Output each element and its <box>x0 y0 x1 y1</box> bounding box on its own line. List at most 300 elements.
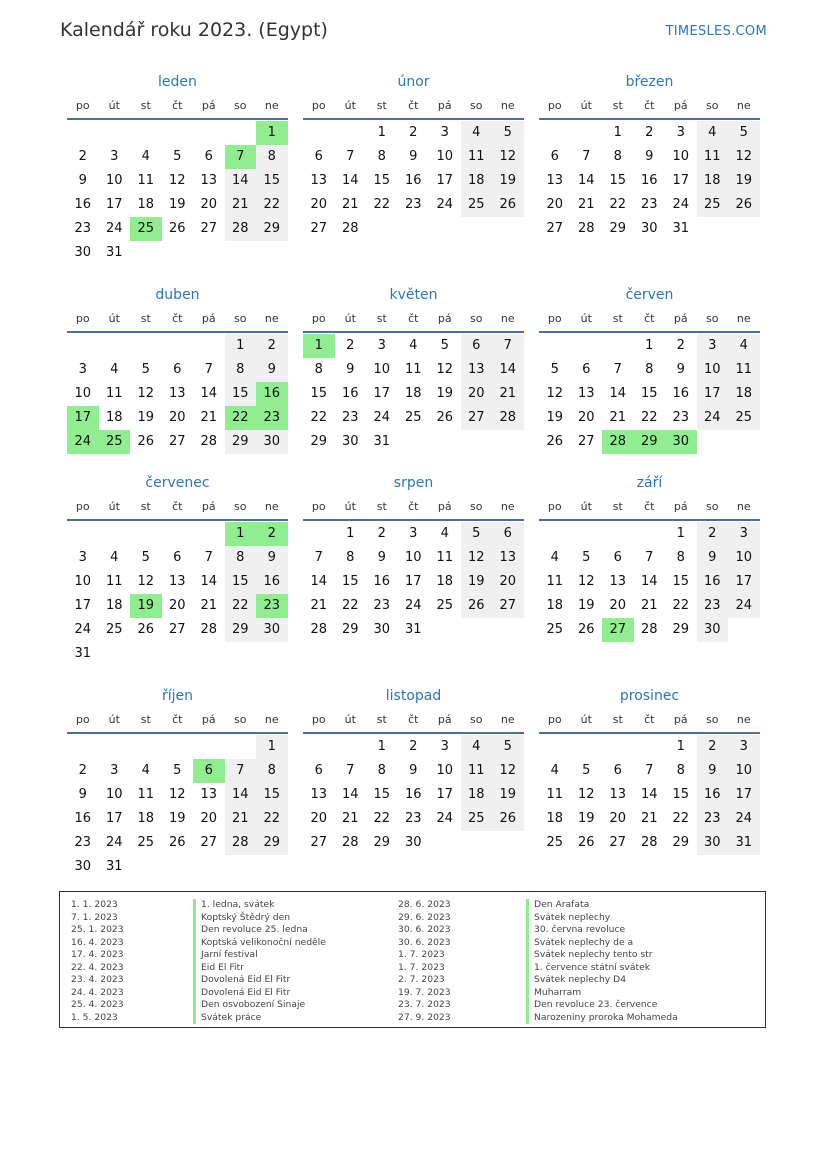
weekday-label: st <box>140 500 151 513</box>
day-cell: 4 <box>110 362 119 377</box>
day-cell: 27 <box>310 835 328 850</box>
day-cell: 18 <box>436 574 454 589</box>
weekday-label: so <box>470 500 483 513</box>
day-cell: 16 <box>672 386 690 401</box>
legend-holiday-name: Narozeniny proroka Mohameda <box>534 1011 678 1023</box>
weekday-label: st <box>376 500 387 513</box>
day-cell: 5 <box>728 121 760 145</box>
weekday-header <box>539 708 760 734</box>
day-cell: 9 <box>409 149 418 164</box>
day-cell: 22 <box>672 811 690 826</box>
day-cell: 4 <box>141 763 150 778</box>
weekday-label: po <box>75 99 90 112</box>
day-cell: 19 <box>168 197 186 212</box>
day-cell: 22 <box>310 410 328 425</box>
day-cell: 26 <box>461 594 493 618</box>
weekday-label: út <box>344 312 356 325</box>
day-cell: 21 <box>640 598 658 613</box>
holiday-day-cell: 22 <box>225 406 257 430</box>
weekday-label: so <box>234 713 247 726</box>
day-cell: 5 <box>582 550 591 565</box>
day-cell: 12 <box>137 386 155 401</box>
legend-date: 29. 6. 2023 <box>398 911 451 923</box>
day-cell: 13 <box>200 787 218 802</box>
weekday-label: pá <box>437 713 452 726</box>
month-name: duben <box>155 287 200 303</box>
day-cell: 4 <box>550 763 559 778</box>
day-cell: 25 <box>728 406 760 430</box>
day-cell: 7 <box>613 362 622 377</box>
day-cell: 24 <box>404 598 422 613</box>
day-cell: 6 <box>314 149 323 164</box>
weekday-label: čt <box>408 99 419 112</box>
day-grid <box>303 735 524 855</box>
weekday-label: st <box>612 99 623 112</box>
weekday-label: so <box>706 500 719 513</box>
day-cell: 1 <box>346 526 355 541</box>
day-cell: 22 <box>609 197 627 212</box>
legend-holiday-name: Den revoluce 25. ledna <box>201 924 308 935</box>
day-cell: 18 <box>105 598 123 613</box>
day-grid <box>67 735 288 879</box>
holiday-day-cell: 24 <box>67 430 99 454</box>
weekday-header <box>67 94 288 120</box>
legend-date: 22. 4. 2023 <box>71 961 124 973</box>
month-10 <box>303 684 524 855</box>
weekday-label: st <box>612 713 623 726</box>
day-cell: 24 <box>436 811 454 826</box>
month-11 <box>539 684 760 855</box>
day-cell: 15 <box>310 386 328 401</box>
holiday-day-cell: 27 <box>602 618 634 642</box>
day-cell: 7 <box>225 759 257 783</box>
day-cell: 24 <box>728 594 760 618</box>
weekday-label: so <box>234 99 247 112</box>
weekday-header <box>67 495 288 521</box>
day-cell: 6 <box>613 763 622 778</box>
day-cell: 24 <box>672 197 690 212</box>
month-2 <box>539 70 760 241</box>
day-cell: 21 <box>492 382 524 406</box>
day-cell: 2 <box>676 338 685 353</box>
day-cell: 13 <box>461 358 493 382</box>
weekday-label: so <box>706 312 719 325</box>
day-cell: 20 <box>200 811 218 826</box>
weekday-label: ne <box>500 713 515 726</box>
legend-holiday-name: Svátek neplechy tento str <box>534 949 653 960</box>
day-cell: 1 <box>676 739 685 754</box>
weekday-label: po <box>311 500 326 513</box>
day-cell: 20 <box>168 410 186 425</box>
day-cell: 28 <box>640 622 658 637</box>
legend-holiday-name: Den revoluce 23. července <box>534 999 658 1010</box>
day-cell: 13 <box>492 546 524 570</box>
day-cell: 26 <box>137 622 155 637</box>
day-cell: 17 <box>105 811 123 826</box>
day-cell: 2 <box>377 526 386 541</box>
day-cell: 10 <box>697 358 729 382</box>
day-cell: 10 <box>436 149 454 164</box>
weekday-label: st <box>612 312 623 325</box>
month-name: listopad <box>385 688 442 704</box>
weekday-label: pá <box>673 500 688 513</box>
day-grid <box>67 121 288 265</box>
weekday-label: st <box>376 713 387 726</box>
day-cell: 3 <box>728 522 760 546</box>
day-cell: 31 <box>404 622 422 637</box>
weekday-label: st <box>612 500 623 513</box>
day-cell: 14 <box>200 574 218 589</box>
day-cell: 28 <box>577 221 595 236</box>
legend-date: 1. 7. 2023 <box>398 961 445 973</box>
day-cell: 8 <box>314 362 323 377</box>
weekday-label: ne <box>500 500 515 513</box>
day-cell: 29 <box>225 618 257 642</box>
day-cell: 9 <box>346 362 355 377</box>
day-cell: 20 <box>310 811 328 826</box>
day-cell: 26 <box>728 193 760 217</box>
day-cell: 29 <box>225 430 257 454</box>
day-cell: 13 <box>310 173 328 188</box>
day-cell: 7 <box>346 763 355 778</box>
day-cell: 29 <box>672 835 690 850</box>
day-cell: 16 <box>373 574 391 589</box>
weekday-label: pá <box>201 99 216 112</box>
holiday-day-cell: 1 <box>225 522 257 546</box>
day-cell: 6 <box>613 550 622 565</box>
day-cell: 23 <box>341 410 359 425</box>
day-cell: 7 <box>346 149 355 164</box>
weekday-label: čt <box>644 99 655 112</box>
day-cell: 10 <box>728 759 760 783</box>
day-cell: 23 <box>672 410 690 425</box>
day-cell: 14 <box>492 358 524 382</box>
legend-date: 1. 1. 2023 <box>71 899 118 910</box>
month-3 <box>67 283 288 454</box>
day-cell: 23 <box>74 221 92 236</box>
day-cell: 26 <box>168 221 186 236</box>
day-cell: 4 <box>440 526 449 541</box>
weekday-label: čt <box>172 99 183 112</box>
day-cell: 8 <box>377 763 386 778</box>
weekday-label: st <box>140 312 151 325</box>
holiday-day-cell: 29 <box>634 430 666 454</box>
legend-holiday-name: 30. června revoluce <box>534 924 626 935</box>
legend-date: 25. 4. 2023 <box>71 999 124 1010</box>
month-name: prosinec <box>619 688 680 704</box>
weekday-header <box>303 94 524 120</box>
weekday-header <box>539 495 760 521</box>
weekday-label: čt <box>172 312 183 325</box>
day-cell: 3 <box>110 763 119 778</box>
day-cell: 1 <box>377 125 386 140</box>
empty-cell <box>67 522 99 546</box>
day-cell: 7 <box>204 362 213 377</box>
month-5 <box>539 283 760 454</box>
day-cell: 9 <box>676 362 685 377</box>
legend-holiday-name: Koptský Štědrý den <box>201 911 291 923</box>
day-cell: 21 <box>310 598 328 613</box>
weekday-label: út <box>580 713 592 726</box>
day-cell: 17 <box>436 787 454 802</box>
day-cell: 16 <box>697 783 729 807</box>
day-grid <box>539 121 760 241</box>
day-cell: 11 <box>461 759 493 783</box>
day-cell: 18 <box>728 382 760 406</box>
day-cell: 17 <box>373 386 391 401</box>
day-cell: 12 <box>728 145 760 169</box>
day-cell: 15 <box>256 783 288 807</box>
day-cell: 21 <box>577 197 595 212</box>
day-cell: 20 <box>200 197 218 212</box>
day-cell: 15 <box>373 173 391 188</box>
day-cell: 20 <box>310 197 328 212</box>
empty-cell <box>571 522 603 546</box>
day-cell: 13 <box>609 574 627 589</box>
day-cell: 19 <box>728 169 760 193</box>
day-cell: 7 <box>204 550 213 565</box>
day-cell: 6 <box>173 362 182 377</box>
weekday-label: pá <box>201 500 216 513</box>
day-cell: 27 <box>577 434 595 449</box>
day-cell: 31 <box>105 245 123 260</box>
weekday-label: so <box>234 500 247 513</box>
holiday-day-cell: 17 <box>67 406 99 430</box>
day-cell: 29 <box>256 831 288 855</box>
day-cell: 14 <box>640 787 658 802</box>
day-cell: 15 <box>609 173 627 188</box>
day-cell: 4 <box>550 550 559 565</box>
month-name: únor <box>397 74 430 90</box>
day-cell: 26 <box>436 410 454 425</box>
empty-cell <box>162 522 194 546</box>
day-cell: 28 <box>310 622 328 637</box>
month-name: červen <box>625 287 674 303</box>
day-cell: 5 <box>582 763 591 778</box>
empty-cell <box>539 735 571 759</box>
empty-cell <box>193 334 225 358</box>
day-cell: 24 <box>373 410 391 425</box>
day-cell: 27 <box>310 221 328 236</box>
weekday-label: pá <box>673 312 688 325</box>
weekday-label: po <box>311 99 326 112</box>
legend-date: 2. 7. 2023 <box>398 974 445 985</box>
legend-holiday-name: Koptská velikonoční neděle <box>201 936 326 948</box>
day-cell: 27 <box>461 406 493 430</box>
day-cell: 31 <box>728 831 760 855</box>
weekday-label: po <box>75 500 90 513</box>
day-cell: 18 <box>546 811 564 826</box>
day-cell: 10 <box>404 550 422 565</box>
day-cell: 23 <box>74 835 92 850</box>
legend-holiday-name: 1. července státní svátek <box>534 961 651 973</box>
day-cell: 2 <box>697 735 729 759</box>
weekday-label: po <box>75 312 90 325</box>
day-cell: 17 <box>404 574 422 589</box>
weekday-label: so <box>706 99 719 112</box>
day-cell: 14 <box>609 386 627 401</box>
weekday-label: čt <box>644 500 655 513</box>
day-cell: 18 <box>461 783 493 807</box>
day-cell: 22 <box>672 598 690 613</box>
weekday-label: so <box>470 312 483 325</box>
day-cell: 25 <box>697 193 729 217</box>
weekday-label: st <box>376 99 387 112</box>
day-cell: 6 <box>550 149 559 164</box>
day-cell: 27 <box>168 622 186 637</box>
holiday-day-cell: 19 <box>130 594 162 618</box>
day-cell: 19 <box>577 598 595 613</box>
empty-cell <box>539 334 571 358</box>
weekday-label: pá <box>201 312 216 325</box>
day-cell: 21 <box>200 410 218 425</box>
day-cell: 30 <box>256 618 288 642</box>
month-8 <box>539 471 760 642</box>
day-cell: 20 <box>168 598 186 613</box>
day-cell: 27 <box>546 221 564 236</box>
day-cell: 12 <box>461 546 493 570</box>
day-cell: 3 <box>78 362 87 377</box>
month-name: srpen <box>393 475 434 491</box>
day-cell: 27 <box>168 434 186 449</box>
month-name: červenec <box>145 475 210 491</box>
holiday-day-cell: 30 <box>665 430 697 454</box>
day-cell: 27 <box>492 594 524 618</box>
day-grid <box>539 522 760 642</box>
day-cell: 12 <box>492 145 524 169</box>
day-cell: 8 <box>676 550 685 565</box>
day-cell: 17 <box>74 598 92 613</box>
day-cell: 6 <box>173 550 182 565</box>
day-cell: 16 <box>697 570 729 594</box>
day-cell: 19 <box>492 783 524 807</box>
empty-cell <box>130 121 162 145</box>
legend-date: 23. 4. 2023 <box>71 974 124 985</box>
day-cell: 16 <box>640 173 658 188</box>
day-cell: 23 <box>373 598 391 613</box>
weekday-label: pá <box>673 99 688 112</box>
day-cell: 16 <box>404 787 422 802</box>
day-cell: 14 <box>341 787 359 802</box>
day-cell: 11 <box>137 787 155 802</box>
day-cell: 29 <box>256 217 288 241</box>
legend-holiday-name: Dovolená Eid El Fitr <box>201 986 291 998</box>
empty-cell <box>99 121 131 145</box>
day-cell: 2 <box>645 125 654 140</box>
empty-cell <box>303 735 335 759</box>
day-cell: 1 <box>645 338 654 353</box>
legend-holiday-name: Muharram <box>534 986 582 998</box>
month-6 <box>67 471 288 666</box>
weekday-header <box>303 708 524 734</box>
empty-cell <box>634 522 666 546</box>
day-grid <box>67 334 288 454</box>
day-cell: 15 <box>373 787 391 802</box>
day-cell: 9 <box>377 550 386 565</box>
day-cell: 13 <box>200 173 218 188</box>
day-cell: 14 <box>640 574 658 589</box>
day-cell: 25 <box>461 807 493 831</box>
day-cell: 24 <box>728 807 760 831</box>
empty-cell <box>571 334 603 358</box>
day-cell: 8 <box>225 546 257 570</box>
day-cell: 26 <box>492 807 524 831</box>
day-cell: 3 <box>728 735 760 759</box>
empty-cell <box>99 735 131 759</box>
empty-cell <box>225 735 257 759</box>
weekday-header <box>539 94 760 120</box>
day-cell: 26 <box>546 434 564 449</box>
weekday-label: st <box>376 312 387 325</box>
site-link[interactable]: TIMESLES.COM <box>665 24 767 39</box>
day-cell: 9 <box>697 759 729 783</box>
day-cell: 23 <box>640 197 658 212</box>
day-cell: 26 <box>168 835 186 850</box>
day-cell: 8 <box>346 550 355 565</box>
day-cell: 29 <box>609 221 627 236</box>
day-cell: 12 <box>137 574 155 589</box>
day-cell: 25 <box>137 835 155 850</box>
legend-holiday-name: Svátek neplechy D4 <box>534 974 627 985</box>
day-cell: 18 <box>404 386 422 401</box>
day-cell: 7 <box>645 550 654 565</box>
day-cell: 20 <box>609 811 627 826</box>
weekday-label: so <box>234 312 247 325</box>
day-cell: 9 <box>78 173 87 188</box>
day-cell: 15 <box>640 386 658 401</box>
weekday-label: út <box>580 312 592 325</box>
empty-cell <box>303 121 335 145</box>
day-cell: 9 <box>409 763 418 778</box>
day-cell: 28 <box>492 406 524 430</box>
day-cell: 16 <box>74 811 92 826</box>
day-cell: 18 <box>137 811 155 826</box>
day-cell: 24 <box>105 835 123 850</box>
day-cell: 29 <box>310 434 328 449</box>
day-cell: 8 <box>613 149 622 164</box>
day-cell: 22 <box>256 193 288 217</box>
day-cell: 11 <box>436 550 454 565</box>
weekday-header <box>303 307 524 333</box>
day-cell: 4 <box>461 121 493 145</box>
empty-cell <box>225 121 257 145</box>
day-cell: 14 <box>225 169 257 193</box>
legend-date: 1. 7. 2023 <box>398 949 445 960</box>
weekday-label: čt <box>172 713 183 726</box>
day-cell: 4 <box>461 735 493 759</box>
legend-holiday-name: Eid El Fitr <box>201 961 244 973</box>
day-cell: 6 <box>314 763 323 778</box>
weekday-label: po <box>547 312 562 325</box>
day-cell: 8 <box>256 145 288 169</box>
legend-date: 23. 7. 2023 <box>398 999 451 1010</box>
day-cell: 8 <box>256 759 288 783</box>
weekday-label: po <box>547 500 562 513</box>
day-cell: 10 <box>436 763 454 778</box>
day-grid <box>303 522 524 642</box>
holiday-day-cell: 1 <box>256 121 288 145</box>
day-cell: 8 <box>377 149 386 164</box>
day-cell: 2 <box>346 338 355 353</box>
day-cell: 5 <box>440 338 449 353</box>
day-cell: 19 <box>492 169 524 193</box>
day-cell: 26 <box>492 193 524 217</box>
day-cell: 25 <box>461 193 493 217</box>
holiday-day-cell: 28 <box>602 430 634 454</box>
day-cell: 22 <box>373 197 391 212</box>
day-cell: 19 <box>577 811 595 826</box>
legend-date: 24. 4. 2023 <box>71 986 124 998</box>
